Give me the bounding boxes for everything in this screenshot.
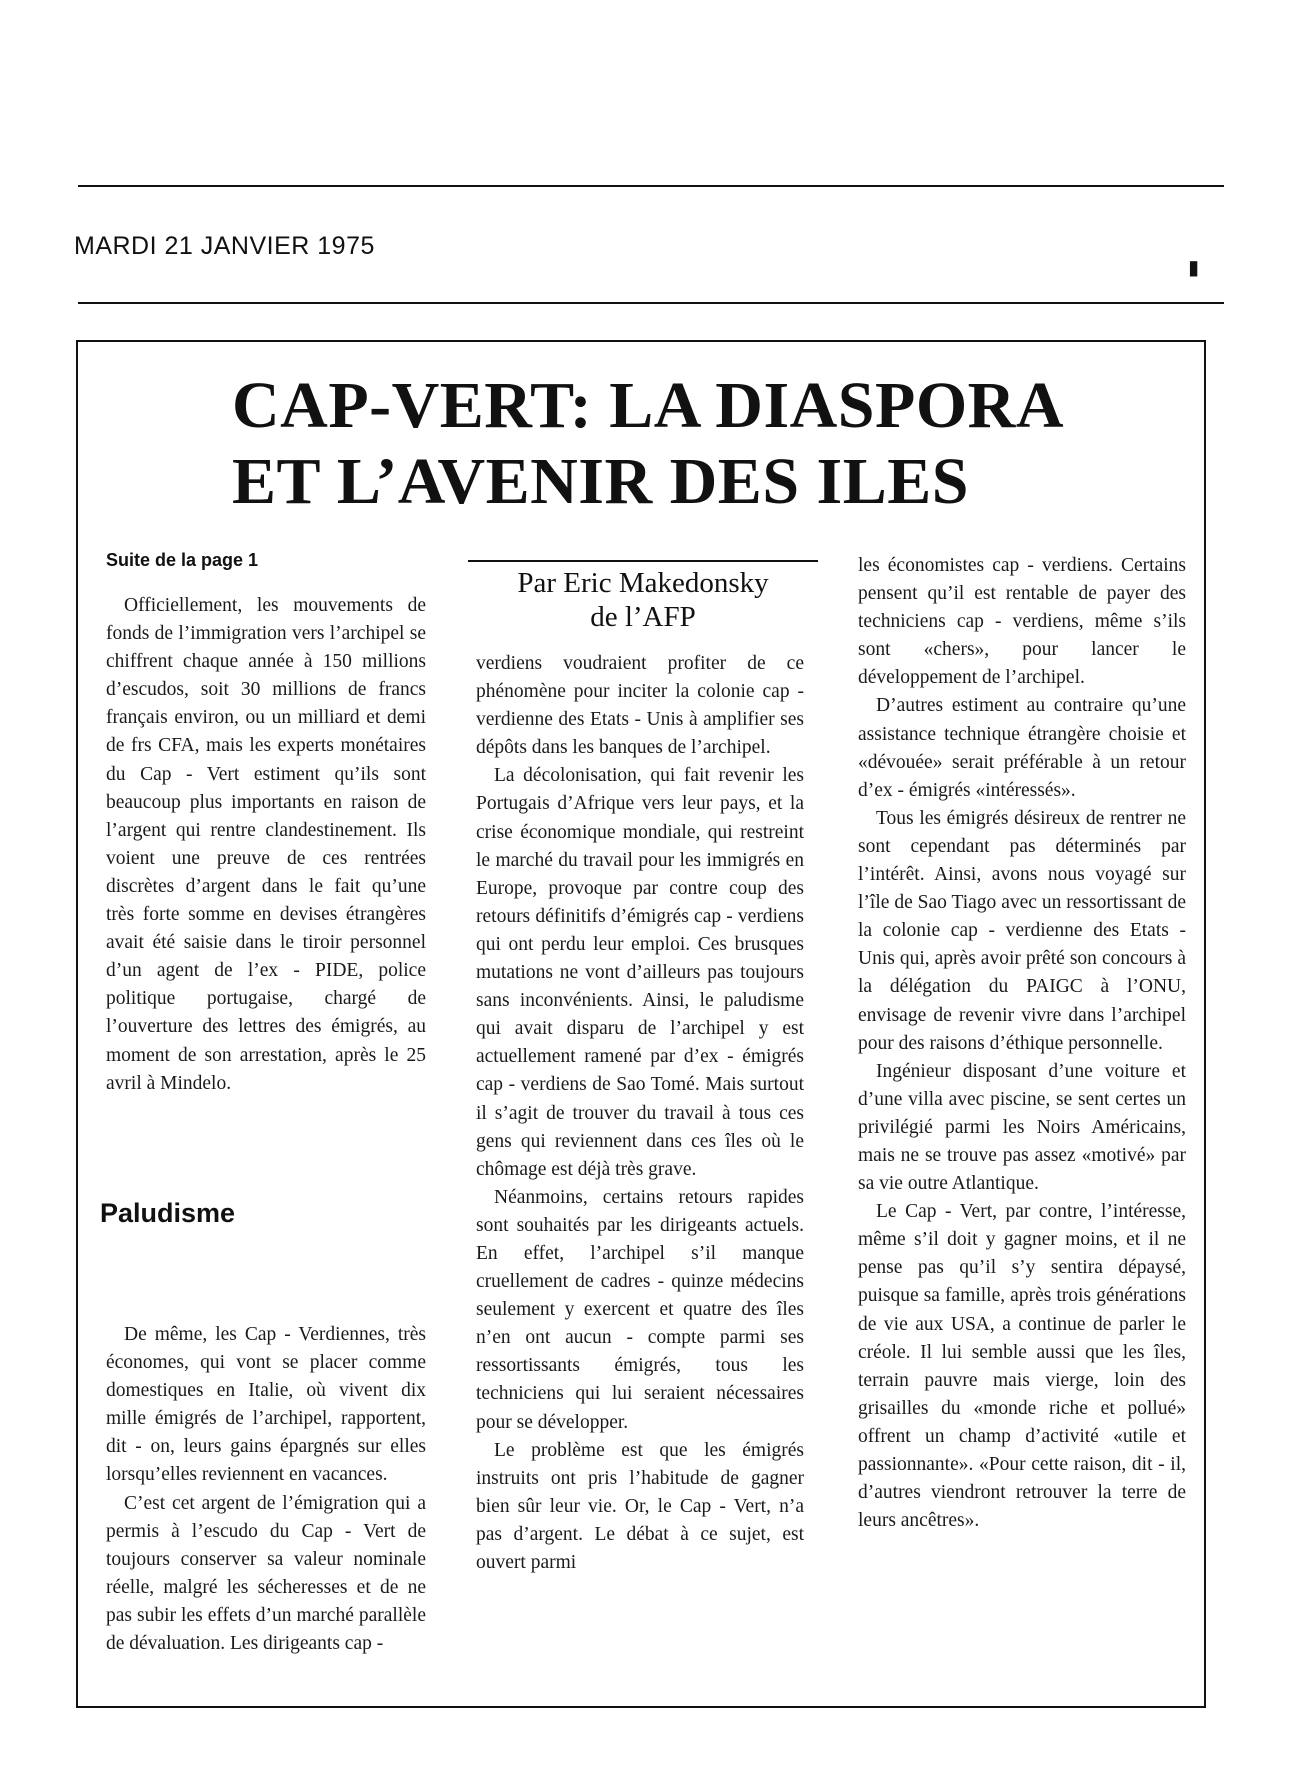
continued-from-kicker: Suite de la page 1 — [106, 550, 259, 570]
date-rule — [78, 302, 1224, 304]
paragraph: les économistes cap - verdiens. Certains pensent qu’il est rentable de payer des techniciens cap - verdiens, même s’ils sont «chers», pour lancer le développement de l’archipel. — [858, 555, 1186, 689]
column-3 — [858, 552, 1186, 1535]
byline-author: Par Eric Makedonsky — [517, 567, 769, 599]
margin-mark: ▮ — [1188, 257, 1200, 279]
paragraph: Le problème est que les émigrés instruits ont pris l’habitude de gagner bien sûr leur vie. Or, le Cap - Vert, n’a pas d’argent. Le débat à ce sujet, est ouvert parmi — [476, 1439, 804, 1573]
paragraph: verdiens voudraient profiter de ce phénomène pour inciter la colonie cap - verdienne des Etats - Unis à amplifier ses dépôts dans les banques de l’archipel. — [476, 653, 804, 759]
paragraph: La décolonisation, qui fait revenir les Portugais d’Afrique vers leur pays, et la crise économique mondiale, qui restreint le marché du travail pour les immigrés en Europe, provoque par contre coup des retours définitifs d’émigrés cap - verdiens qui ont perdu leur emploi. Ces brusques mutations ne vont d’ailleurs pas toujours sans inconvénients. Ainsi, le paludisme qui avait disparu de l’archipel y est actuellement ramené par d’ex - émigrés cap - verdiens de Sao Tomé. Mais surtout il s’agit de trouver du travail à tous ces gens qui reviennent dans ces îles où le chômage est déjà très grave. — [476, 765, 804, 1180]
byline — [468, 560, 818, 634]
top-rule — [78, 185, 1224, 187]
column-1-top — [106, 592, 426, 1098]
paragraph: De même, les Cap - Verdiennes, très économes, qui vont se placer comme domestiques en Italie, où vivent dix mille émigrés de l’archipel, rapportent, dit - on, leurs gains épargnés sur elles lorsqu’elles reviennent en vacances. — [106, 1324, 426, 1486]
section-subhead: Paludisme — [100, 1198, 236, 1228]
headline-line-1: CAP-VERT: LA DIASPORA — [232, 369, 1064, 442]
article-headline — [232, 368, 1132, 520]
paragraph: C’est cet argent de l’émigration qui a permis à l’escudo du Cap - Vert de toujours conserver sa valeur nominale réelle, malgré les sécheresses et de ne pas subir les effets d’un marché parallèle de dévaluation. Les dirigeants cap - — [106, 1492, 426, 1655]
headline-line-2: ET L’AVENIR DES ILES — [232, 445, 969, 518]
issue-date: MARDI 21 JANVIER 1975 — [74, 232, 375, 260]
paragraph: D’autres estiment au contraire qu’une assistance technique étrangère choisie et «dévouée» serait préférable à un retour d’ex - émigrés «intéressés». — [858, 695, 1186, 801]
paragraph: Néanmoins, certains retours rapides sont souhaités par les dirigeants actuels. En effet, l’archipel s’il manque cruellement de cadres - quinze médecins seulement y exercent et quatre des îles n’en ont aucun - compte parmi ses ressortissants émigrés, tous les techniciens qui lui seraient nécessaires pour se développer. — [476, 1186, 804, 1433]
byline-agency: de l’AFP — [590, 601, 696, 633]
column-1-bottom — [106, 1321, 426, 1658]
paragraph: Tous les émigrés désireux de rentrer ne sont cependant pas déterminés par l’intérêt. Ainsi, avons nous voyagé sur l’île de Sao Tiago avec un ressortissant de la colonie cap - verdienne des Etats - Unis qui, après avoir prêté son concours à la délégation du PAIGC à l’ONU, envisage de revenir vivre dans l’archipel pour des raisons d’éthique personnelle. — [858, 807, 1186, 1054]
paragraph: Ingénieur disposant d’une voiture et d’une villa avec piscine, se sent certes un privilégié parmi les Noirs Américains, mais ne se trouve pas assez «motivé» par sa vie outre Atlantique. — [858, 1060, 1186, 1195]
paragraph: Officiellement, les mouvements de fonds de l’immigration vers l’archipel se chiffrent chaque année à 150 millions d’escudos, soit 30 millions de francs français environ, ou un milliard et demi de frs CFA, mais les experts monétaires du Cap - Vert estiment qu’ils sont beaucoup plus importants en raison de l’argent qui rentre clandestinement. Ils voient une preuve de ces rentrées discrètes d’argent dans le fait qu’une très forte somme en devises étrangères avait été saisie dans le tiroir personnel d’un agent de l’ex - PIDE, police politique portugaise, chargé de l’ouverture des lettres des émigrés, au moment de son arrestation, après le 25 avril à Mindelo. — [106, 595, 426, 1094]
paragraph: Le Cap - Vert, par contre, l’intéresse, même s’il doit y gagner moins, et il ne pense pas qu’il s’y sentira dépaysé, puisque sa famille, après trois générations de vie aux USA, a continue de parler le créole. Il lui semble aussi que les îles, terrain pauvre mais vierge, loin des grisailles du «monde riche et pollué» offrent un champ d’activité «utile et passionnante». «Pour cette raison, dit - il, d’autres viendront retrouver la terre de leurs ancêtres». — [858, 1201, 1186, 1532]
column-2 — [476, 650, 804, 1577]
